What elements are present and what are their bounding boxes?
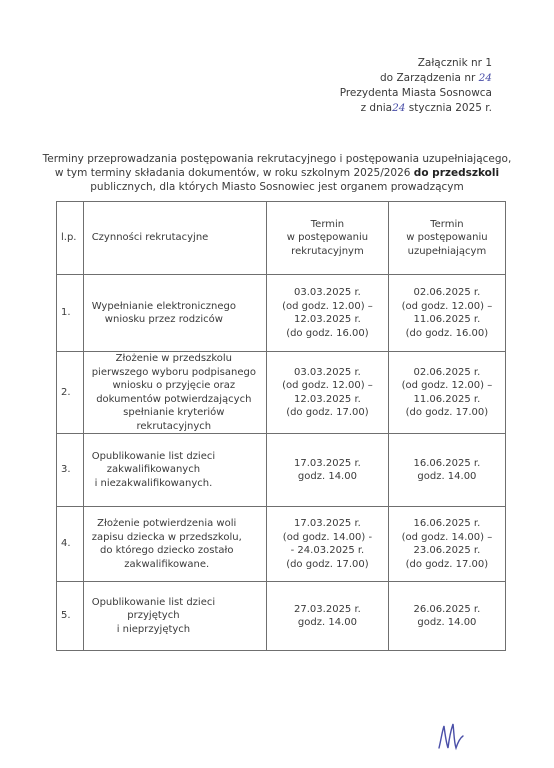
title-line-3: publicznych, dla których Miasto Sosnowiec jest organem prowadzącym <box>90 181 464 193</box>
table-row <box>57 275 506 352</box>
handwritten-signature-icon <box>436 720 466 752</box>
annex-line-4 <box>340 101 492 116</box>
annex-line-2 <box>340 71 492 86</box>
title-line-1: Terminy przeprowadzania postępowania rekrutacyjnego i postępowania uzupełniającego, <box>42 153 512 165</box>
table-header-row <box>57 202 506 275</box>
title-line-2-prefix: w tym terminy składania dokumentów, w roku szkolnym 2025/2026 <box>54 167 414 179</box>
row-activity: Wypełnianie elektronicznego wniosku przez rodziców <box>91 300 236 325</box>
row-activity: Opublikowanie list dzieci przyjętych i nieprzyjętych <box>91 596 216 635</box>
title-line-2 <box>40 166 514 180</box>
annex-line-2-prefix: do Zarządzenia nr <box>380 72 479 84</box>
row-supplementary-date: 16.06.2025 r. godz. 14.00 <box>388 434 505 507</box>
annex-header <box>340 56 492 116</box>
row-lp: 2. <box>57 352 84 434</box>
row-activity: Złożenie w przedszkolu pierwszego wyboru podpisanego wniosku o przyjęcie oraz dokumentów potwierdzających spełnianie kryteriów rekrutacyjnych <box>91 353 256 432</box>
row-recruitment-date: 27.03.2025 r. godz. 14.00 <box>267 582 389 651</box>
table-row <box>57 352 506 434</box>
annex-line-3: Prezydenta Miasta Sosnowca <box>339 87 492 99</box>
row-activity: Opublikowanie list dzieci zakwalifikowanych i niezakwalifikowanych. <box>91 450 216 489</box>
annex-handwritten-day: 24 <box>392 102 406 114</box>
row-lp: 3. <box>57 434 84 507</box>
annex-line-4-prefix: z dnia <box>360 102 393 114</box>
annex-line-1: Załącznik nr 1 <box>417 57 492 69</box>
row-lp: 5. <box>57 582 84 651</box>
row-recruitment-date: 03.03.2025 r. (od godz. 12.00) – 12.03.2025 r. (do godz. 16.00) <box>267 275 389 352</box>
row-recruitment-date: 03.03.2025 r. (od godz. 12.00) – 12.03.2025 r. (do godz. 17.00) <box>267 352 389 434</box>
table-row <box>57 582 506 651</box>
row-lp: 1. <box>57 275 84 352</box>
table-row <box>57 507 506 582</box>
row-activity: Złożenie potwierdzenia woli zapisu dziecka w przedszkolu, do którego dziecko zostało zakwalifikowane. <box>91 518 242 570</box>
header-supplementary: Termin w postępowaniu uzupełniającym <box>388 202 505 275</box>
row-supplementary-date: 02.06.2025 r. (od godz. 12.00) – 11.06.2025 r. (do godz. 16.00) <box>388 275 505 352</box>
annex-handwritten-number: 24 <box>478 72 492 84</box>
row-recruitment-date: 17.03.2025 r. godz. 14.00 <box>267 434 389 507</box>
header-activity: Czynności rekrutacyjne <box>83 202 266 275</box>
document-title <box>40 152 514 194</box>
title-line-2-bold: do przedszkoli <box>413 167 500 179</box>
annex-line-4-suffix: stycznia 2025 r. <box>405 102 492 114</box>
header-lp: l.p. <box>57 202 84 275</box>
schedule-table <box>56 201 506 651</box>
row-lp: 4. <box>57 507 84 582</box>
row-supplementary-date: 02.06.2025 r. (od godz. 12.00) – 11.06.2025 r. (do godz. 17.00) <box>388 352 505 434</box>
row-supplementary-date: 16.06.2025 r. (od godz. 14.00) – 23.06.2025 r. (do godz. 17.00) <box>388 507 505 582</box>
table-row <box>57 434 506 507</box>
header-recruitment: Termin w postępowaniu rekrutacyjnym <box>267 202 389 275</box>
row-recruitment-date: 17.03.2025 r. (od godz. 14.00) - - 24.03.2025 r. (do godz. 17.00) <box>267 507 389 582</box>
row-supplementary-date: 26.06.2025 r. godz. 14.00 <box>388 582 505 651</box>
